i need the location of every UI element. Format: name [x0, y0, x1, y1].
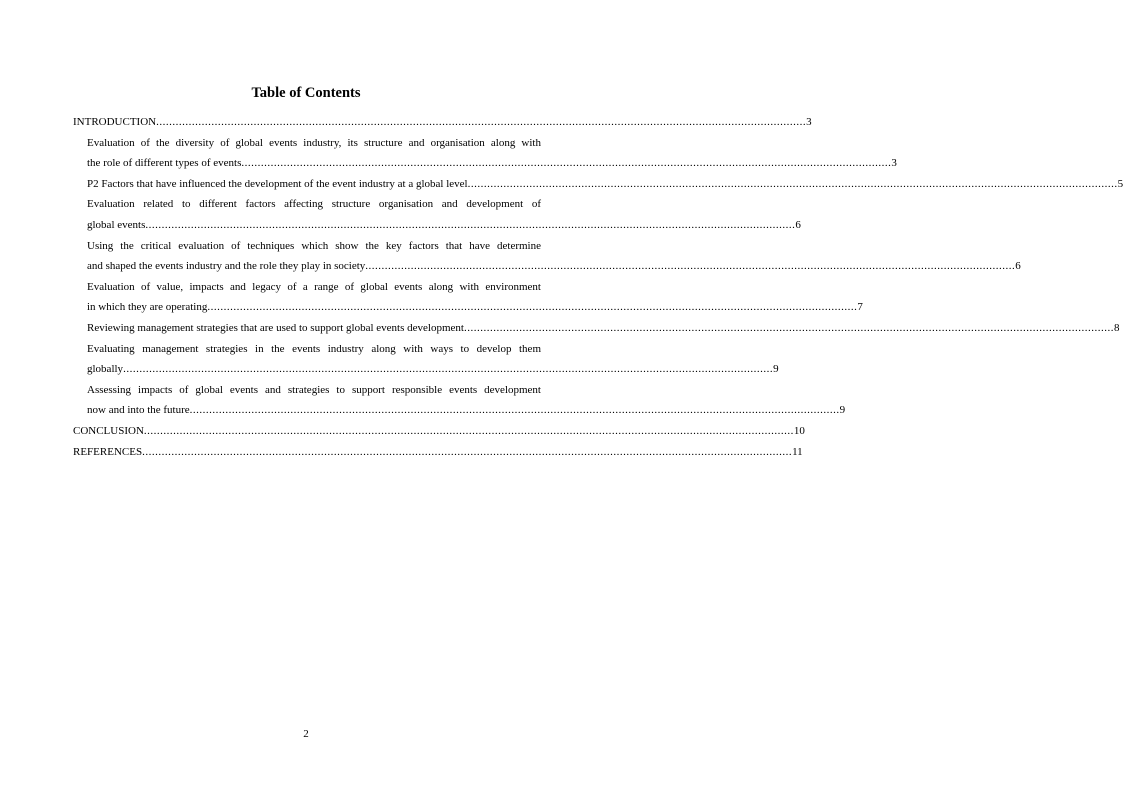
toc-dot-leader: ........................................................................................................................................................................................................	[142, 445, 793, 458]
toc-page-number: 9	[773, 363, 779, 376]
toc-page-number: 6	[795, 218, 801, 231]
toc-entry-line: Assessing impacts of global events and strategies to support responsible events development	[87, 383, 541, 396]
toc-entry-leader-line	[87, 256, 1021, 277]
toc-entry-text: globally	[87, 363, 124, 376]
toc-page-number: 9	[839, 404, 846, 417]
toc-page-number: 7	[857, 301, 863, 314]
toc-dot-leader: ........................................................................................................................................................................................................	[189, 404, 840, 417]
toc-entry-line: Evaluating management strategies in the events industry along with ways to develop them	[87, 342, 541, 355]
toc-dot-leader: ........................................................................................................................................................................................................	[123, 363, 774, 376]
toc-entry-text: CONCLUSION	[73, 424, 144, 437]
toc-dot-leader: ........................................................................................................................................................................................................	[145, 218, 796, 231]
toc-dot-leader: ........................................................................................................................................................................................................	[365, 260, 1016, 273]
toc-entry-text: REFERENCES	[73, 445, 143, 458]
toc-entry[interactable]	[87, 339, 779, 380]
toc-entry-leader-line	[73, 442, 803, 463]
page-number: 2	[303, 728, 309, 740]
toc-page-number: 3	[806, 116, 812, 128]
toc-entry[interactable]	[87, 318, 1120, 339]
toc-entry-leader-line	[87, 400, 846, 421]
toc-entry-leader-line	[87, 153, 897, 174]
toc-entry-line: Evaluation of value, impacts and legacy of a range of global events along with environment	[87, 280, 541, 293]
toc-entry[interactable]	[87, 277, 863, 318]
toc-entry-text: INTRODUCTION	[73, 116, 157, 128]
toc-entry-text: global events	[87, 218, 146, 231]
toc-dot-leader: ........................................................................................................................................................................................................	[156, 116, 807, 128]
toc-entry[interactable]	[73, 112, 812, 133]
toc-page-number: 10	[793, 424, 805, 437]
toc-entry-text: the role of different types of events	[87, 157, 242, 170]
toc-entry[interactable]	[73, 421, 805, 442]
toc-entry-line: Using the critical evaluation of techniques which show the key factors that have determine	[87, 239, 541, 252]
toc-page-number: 11	[792, 445, 803, 458]
toc-entry-leader-line	[87, 297, 863, 318]
toc-entry-line: Evaluation related to different factors affecting structure organisation and development of	[87, 198, 541, 211]
toc-entry-leader-line	[87, 318, 1120, 339]
toc-entry[interactable]	[87, 133, 897, 174]
toc-entry-leader-line	[87, 359, 779, 380]
toc-entry-text: in which they are operating	[87, 301, 208, 314]
toc-page-number: 8	[1113, 321, 1120, 334]
toc-entry[interactable]	[73, 442, 803, 463]
toc-page-number: 5	[1117, 177, 1123, 190]
toc-entry[interactable]	[87, 174, 1123, 195]
toc-entry-leader-line	[73, 112, 812, 133]
toc-title: Table of Contents	[251, 85, 361, 101]
toc-dot-leader: ........................................................................................................................................................................................................	[143, 424, 794, 437]
toc-entry-line: Evaluation of the diversity of global events industry, its structure and organisation along with	[87, 136, 541, 149]
toc-entry-text: P2 Factors that have influenced the development of the event industry at a global level	[87, 177, 468, 190]
toc-page-number: 3	[891, 157, 897, 170]
toc-entry-text: Reviewing management strategies that are used to support global events development	[87, 321, 464, 334]
toc-entry-text: and shaped the events industry and the role they play in society	[87, 260, 366, 273]
toc-dot-leader: ........................................................................................................................................................................................................	[463, 321, 1114, 334]
toc-dot-leader: ........................................................................................................................................................................................................	[467, 177, 1118, 190]
toc-dot-leader: ........................................................................................................................................................................................................	[207, 301, 858, 314]
toc-entry[interactable]	[87, 380, 846, 421]
toc-page-number: 6	[1015, 260, 1021, 273]
toc-entry-leader-line	[87, 215, 801, 236]
toc-list	[73, 112, 1123, 462]
toc-entry-text: now and into the future	[87, 404, 190, 417]
toc-entry-leader-line	[87, 174, 1123, 195]
toc-entry[interactable]	[87, 194, 801, 235]
toc-dot-leader: ........................................................................................................................................................................................................	[241, 157, 892, 170]
toc-entry-leader-line	[73, 421, 805, 442]
toc-entry[interactable]	[87, 236, 1021, 277]
